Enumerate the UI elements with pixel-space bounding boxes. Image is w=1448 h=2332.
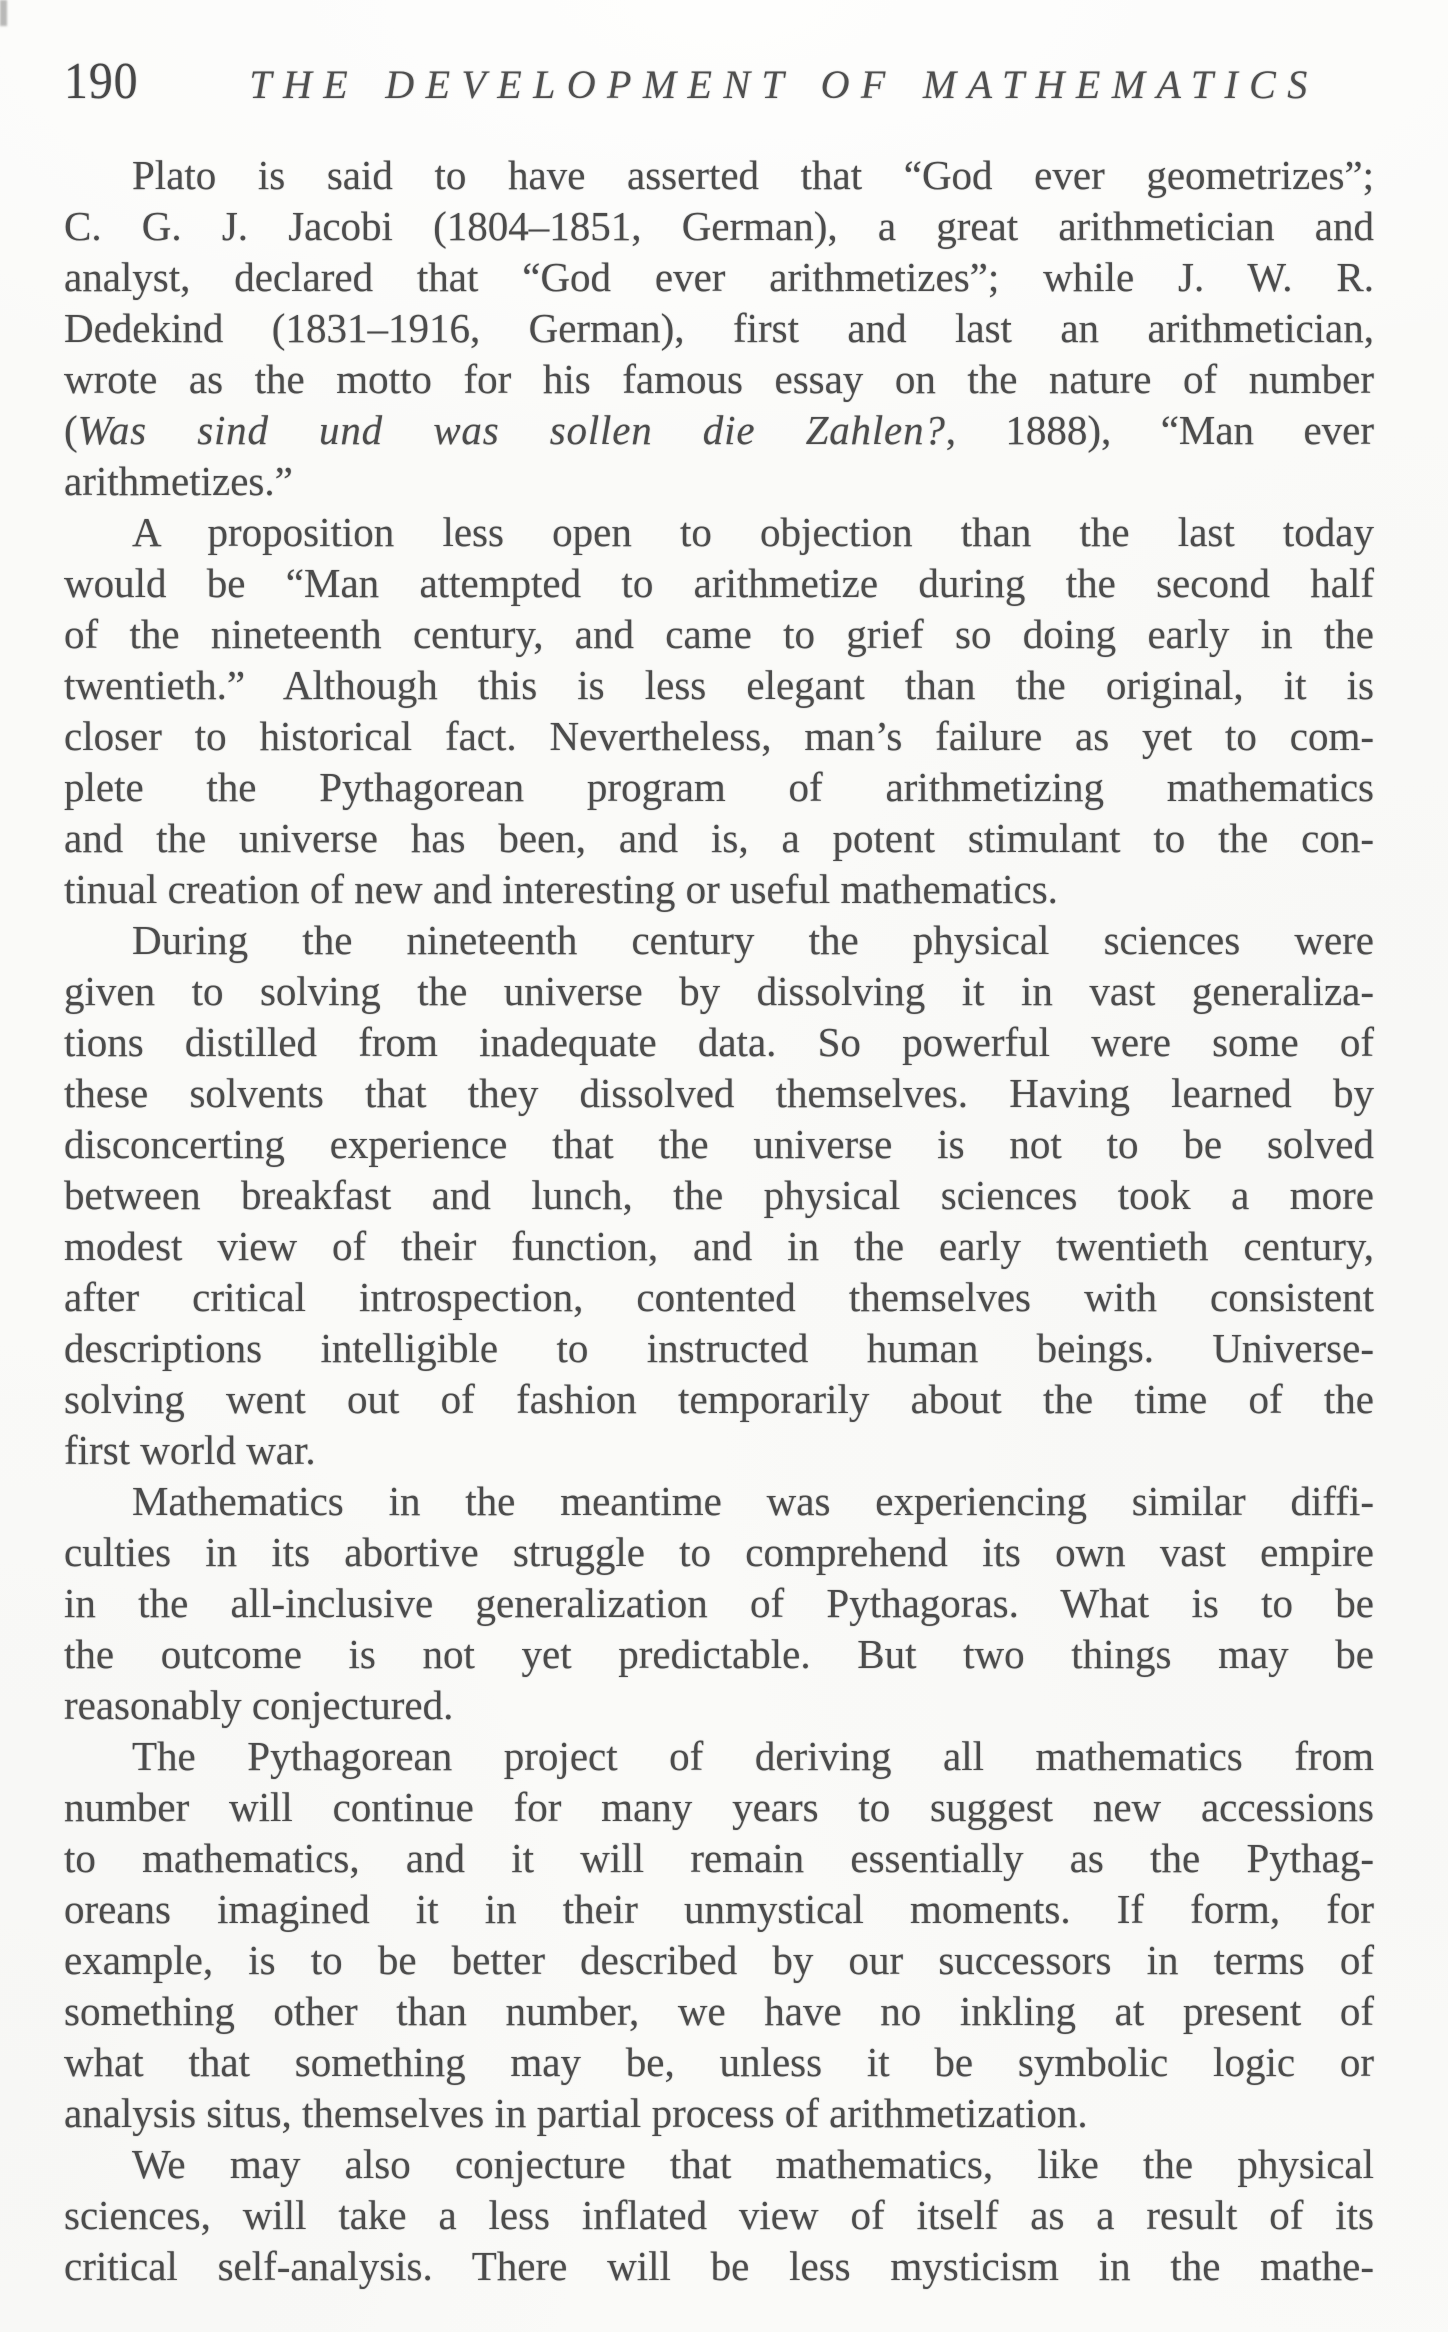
text-line: We may also conjecture that mathematics, like the physical: [132, 2141, 1374, 2187]
text-line: wrote as the motto for his famous essay on the nature of number: [64, 356, 1374, 402]
text-line: analysis situs, themselves in partial process of arithmetization.: [64, 2090, 1088, 2136]
text-line: reasonably conjectured.: [64, 1682, 454, 1728]
text-line: Dedekind (1831–1916, German), first and last an arithmetician,: [64, 305, 1374, 351]
text-line: would be “Man attempted to arithmetize during the second half: [64, 560, 1374, 606]
text-line: (Was sind und was sollen die Zahlen?, 1888), “Man ever: [64, 407, 1374, 453]
text-line: and the universe has been, and is, a potent stimulant to the con-: [64, 815, 1374, 861]
running-title: THE DEVELOPMENT OF MATHEMATICS: [249, 62, 1319, 107]
text-line: critical self-analysis. There will be less mysticism in the mathe-: [64, 2243, 1374, 2289]
text-line: what that something may be, unless it be symbolic logic or: [64, 2039, 1374, 2085]
text-line: tions distilled from inadequate data. So powerful were some of: [64, 1019, 1374, 1065]
text-line: these solvents that they dissolved themselves. Having learned by: [64, 1070, 1374, 1116]
paragraph: [64, 915, 1374, 1476]
text-line: The Pythagorean project of deriving all mathematics from: [132, 1733, 1374, 1779]
text-line: culties in its abortive struggle to comprehend its own vast empire: [64, 1529, 1374, 1575]
text-line: given to solving the universe by dissolving it in vast generaliza-: [64, 968, 1374, 1014]
scan-edge-artifact: [0, 0, 7, 26]
text-line: twentieth.” Although this is less elegant than the original, it is: [64, 662, 1374, 708]
body-text: [64, 150, 1374, 2292]
text-line: to mathematics, and it will remain essentially as the Pythag-: [64, 1835, 1374, 1881]
text-line: oreans imagined it in their unmystical moments. If form, for: [64, 1886, 1374, 1932]
text-line: something other than number, we have no inkling at present of: [64, 1988, 1374, 2034]
text-line: descriptions intelligible to instructed human beings. Universe-: [64, 1325, 1374, 1371]
text-line: after critical introspection, contented themselves with consistent: [64, 1274, 1374, 1320]
text-line: analyst, declared that “God ever arithmetizes”; while J. W. R.: [64, 254, 1374, 300]
text-line: first world war.: [64, 1427, 316, 1473]
text-line: in the all-inclusive generalization of Pythagoras. What is to be: [64, 1580, 1374, 1626]
text-line: disconcerting experience that the universe is not to be solved: [64, 1121, 1374, 1167]
text-line: A proposition less open to objection than the last today: [132, 509, 1374, 555]
paragraph: [64, 2139, 1374, 2292]
text-line: tinual creation of new and interesting or useful mathematics.: [64, 866, 1058, 912]
paragraph: [64, 150, 1374, 507]
text-line: plete the Pythagorean program of arithmetizing mathematics: [64, 764, 1374, 810]
paragraph: [64, 1476, 1374, 1731]
text-line: solving went out of fashion temporarily about the time of the: [64, 1376, 1374, 1422]
text-line: sciences, will take a less inflated view of itself as a result of its: [64, 2192, 1374, 2238]
text-line: Mathematics in the meantime was experiencing similar diffi-: [132, 1478, 1374, 1524]
text-line: modest view of their function, and in the early twentieth century,: [64, 1223, 1374, 1269]
text-line: the outcome is not yet predictable. But two things may be: [64, 1631, 1374, 1677]
text-line: of the nineteenth century, and came to grief so doing early in the: [64, 611, 1374, 657]
text-line: between breakfast and lunch, the physical sciences took a more: [64, 1172, 1374, 1218]
text-line: arithmetizes.”: [64, 458, 293, 504]
text-line: number will continue for many years to suggest new accessions: [64, 1784, 1374, 1830]
text-line: Plato is said to have asserted that “God ever geometrizes”;: [132, 152, 1374, 198]
page-header: [64, 52, 1384, 108]
text-line: During the nineteenth century the physical sciences were: [132, 917, 1374, 963]
text-line: example, is to be better described by our successors in terms of: [64, 1937, 1374, 1983]
text-line: C. G. J. Jacobi (1804–1851, German), a great arithmetician and: [64, 203, 1374, 249]
text-line: closer to historical fact. Nevertheless, man’s failure as yet to com-: [64, 713, 1374, 759]
paragraph: [64, 1731, 1374, 2139]
page-number: 190: [64, 53, 139, 110]
paragraph: [64, 507, 1374, 915]
